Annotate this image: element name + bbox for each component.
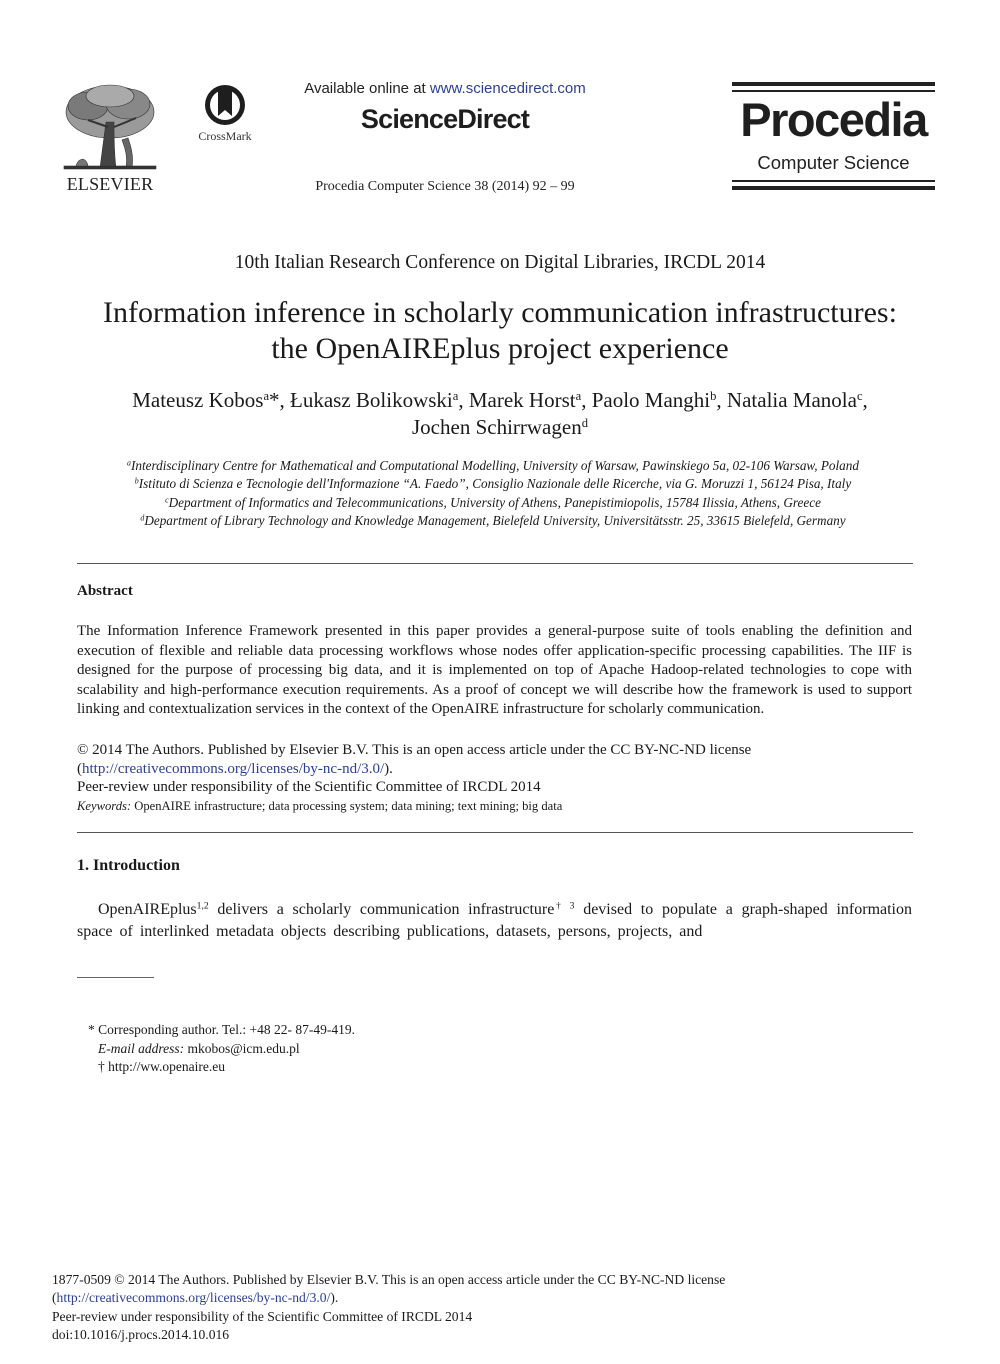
- peer-review-note: Peer-review under responsibility of the Scientific Committee of IRCDL 2014: [77, 779, 541, 795]
- footer-license-line: (http://creativecommons.org/licenses/by-nc-nd/3.0/).: [52, 1290, 339, 1306]
- footer-license-link[interactable]: http://creativecommons.org/licenses/by-nc-nd/3.0/: [56, 1290, 331, 1306]
- footnote-email: [88, 1040, 355, 1059]
- sciencedirect-logo: ScienceDirect: [360, 104, 530, 134]
- title-line-1: Information inference in scholarly communication infrastructures:: [103, 296, 897, 329]
- abstract-top-rule: [77, 563, 913, 564]
- author: Jochen Schirrwagen$^d$: [412, 415, 588, 439]
- footnote-dagger: † http://ww.openaire.eu: [98, 1059, 225, 1074]
- affiliation: $^b$Istituto di Scienza e Tecnologie dell'Informazione “A. Faedo”, Consiglio Nazionale delle Ricerche, via G. Moruzzi 1, 56124 Pisa, Italy: [134, 476, 852, 492]
- available-online: [280, 80, 610, 97]
- abstract-copyright: [77, 741, 912, 797]
- procedia-wordmark: Procedia: [740, 93, 927, 146]
- email-address[interactable]: mkobos@icm.edu.pl: [187, 1040, 300, 1056]
- author: Mateusz Kobos$^a$*,: [132, 388, 291, 412]
- footnote-ref[interactable]: 1,2: [196, 900, 209, 912]
- section-heading-introduction: 1. Introduction: [77, 857, 180, 874]
- paper-title: [0, 295, 1000, 367]
- license-line: (http://creativecommons.org/licenses/by-nc-nd/3.0/).: [77, 760, 393, 777]
- logo-rule-top-thin: [732, 90, 935, 92]
- logo-rule-bottom-thick: [732, 186, 935, 190]
- affiliation: $^d$Department of Library Technology and Knowledge Management, Bielefeld University, Universitätsstr. 25, 33615 Bielefeld, Germany: [140, 512, 846, 528]
- procedia-subtitle: Computer Science: [757, 152, 910, 173]
- footnote-corresponding: * Corresponding author. Tel.: +48 22- 87-49-419.: [88, 1022, 356, 1037]
- keywords-list: OpenAIRE infrastructure; data processing system; data mining; text mining; big data: [134, 799, 563, 813]
- keywords: [77, 799, 912, 814]
- author: Marek Horst$^a$,: [468, 388, 592, 412]
- abstract-heading: Abstract: [77, 583, 133, 599]
- license-link[interactable]: http://creativecommons.org/licenses/by-nc-nd/3.0/: [82, 760, 385, 777]
- author-list: [0, 387, 1000, 441]
- affiliation: $^c$Department of Informatics and Telecommunications, University of Athens, Panepistimiopolis, 15784 Ilissia, Athens, Greece: [165, 494, 821, 510]
- author: Natalia Manola$^c$,: [726, 388, 868, 412]
- crossmark-label: CrossMark: [198, 129, 252, 143]
- footnotes: [88, 1021, 355, 1077]
- doi[interactable]: doi:10.1016/j.procs.2014.10.016: [52, 1326, 230, 1342]
- title-line-2: the OpenAIREplus project experience: [271, 332, 729, 365]
- author: Paolo Manghi$^b$,: [591, 388, 727, 412]
- elsevier-wordmark: ELSEVIER: [66, 174, 154, 194]
- keywords-label: Keywords:: [77, 799, 132, 813]
- author: Łukasz Bolikowski$^a$,: [290, 388, 469, 412]
- conference-name: 10th Italian Research Conference on Digital Libraries, IRCDL 2014: [234, 252, 766, 273]
- footnote-separator: [77, 977, 154, 978]
- footer-peer-review: Peer-review under responsibility of the Scientific Committee of IRCDL 2014: [52, 1308, 473, 1324]
- email-label: E-mail address:: [98, 1040, 185, 1056]
- affiliation: $^a$Interdisciplinary Centre for Mathematical and Computational Modelling, University of Warsaw, Pawinskiego 5a, 02-106 Warsaw, Poland: [127, 458, 859, 473]
- affiliations: [0, 457, 986, 530]
- introduction-paragraph: OpenAIREplus$^{1,2}$ delivers a scholarly communication infrastructure$^{\dagger 3}$ devised to populate a graph-shaped information space of interlinked metadata objects describing publications, datasets, persons, projects, and: [77, 900, 913, 940]
- journal-reference: Procedia Computer Science 38 (2014) 92 – 99: [315, 179, 575, 194]
- sciencedirect-link[interactable]: www.sciencedirect.com: [429, 80, 586, 97]
- crossmark-icon: [195, 82, 255, 130]
- issn-copyright: 1877-0509 © 2014 The Authors. Published by Elsevier B.V. This is an open access article under the CC BY-NC-ND license: [52, 1272, 726, 1287]
- footnote-ref[interactable]: † 3: [554, 900, 575, 912]
- logo-rule-bottom-thin: [732, 180, 935, 182]
- logo-rule-top-thick: [732, 82, 935, 86]
- tree-icon: [58, 82, 162, 174]
- copyright-notice: © 2014 The Authors. Published by Elsevier B.V. This is an open access article under the CC BY-NC-ND license: [77, 742, 752, 758]
- abstract-body: The Information Inference Framework presented in this paper provides a general-purpose suite of tools enabling the definition and execution of flexible and reliable data processing workflows whose nodes offer application-specific processing capabilities. The IIF is designed for the purpose of processing big data, and it is implemented on top of Apache Hadoop-related technologies to cope with scalability and high-performance execution requirements. As a proof of concept we will describe how the framework is used to support linking and contextualization services in the context of the OpenAIRE infrastructure for scholarly communication.: [77, 623, 912, 717]
- procedia-logo: [732, 82, 935, 192]
- page-footer: [52, 1271, 952, 1344]
- available-prefix: Available online at: [304, 80, 430, 97]
- abstract-bottom-rule: [77, 832, 913, 833]
